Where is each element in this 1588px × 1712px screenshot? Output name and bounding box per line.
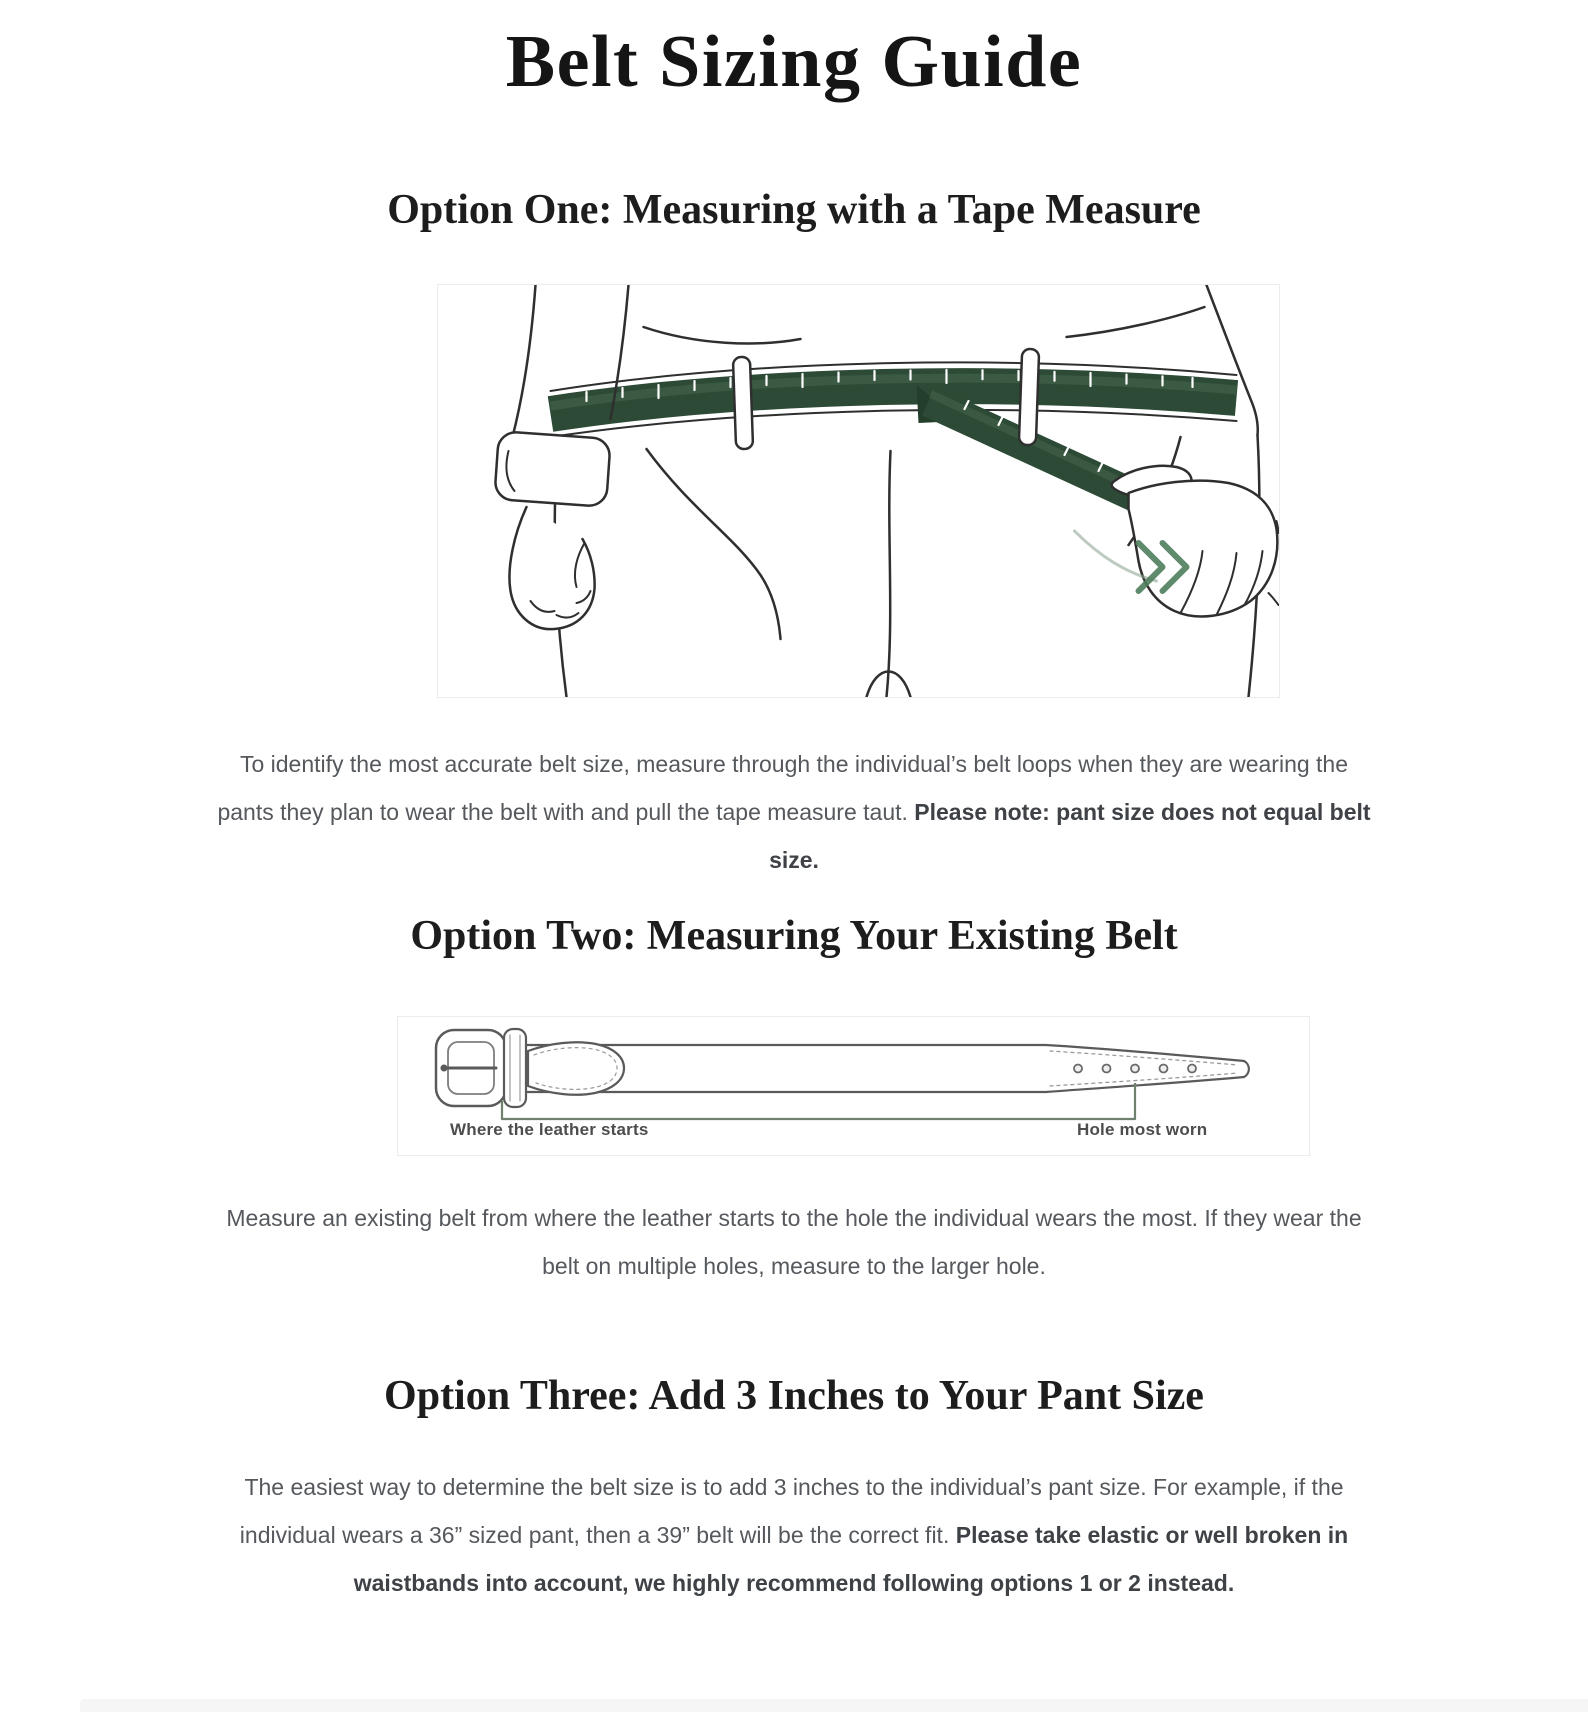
belt-buckle — [436, 1030, 506, 1106]
hanging-hand — [494, 285, 628, 629]
belt-billet — [528, 1042, 624, 1095]
option-one-heading: Option One: Measuring with a Tape Measure — [387, 187, 1201, 234]
leather-start-label: Where the leather starts — [450, 1120, 649, 1140]
option-three-heading: Option Three: Add 3 Inches to Your Pant Size — [384, 1373, 1204, 1420]
option-two-paragraph: Measure an existing belt from where the leather starts to the hole the individual wears the most. If they wear the belt on multiple holes, measure to the larger hole. — [226, 1205, 1362, 1280]
belt-strap — [524, 1045, 1249, 1092]
tape-measure-illustration — [437, 284, 1280, 698]
option-three-paragraph: The easiest way to determine the belt size is to add 3 inches to the individual’s pant size. For example, if the individual wears a 36” sized pant, then a 39” belt will be the correct fit. Please take elastic or well broken in waistbands into account, we highly recommend following options 1 or 2 instead. — [239, 1473, 1349, 1596]
belt-keeper — [504, 1029, 526, 1107]
page-title: Belt Sizing Guide — [505, 21, 1083, 103]
option-one-paragraph: To identify the most accurate belt size, measure through the individual’s belt loops when they are wearing the pants they plan to wear the belt with and pull the tape measure taut. Please note: pant size does not equal belt size. — [217, 750, 1371, 873]
option-two-heading: Option Two: Measuring Your Existing Belt — [410, 912, 1178, 959]
hole-most-worn-label: Hole most worn — [1077, 1120, 1208, 1140]
tape-measure-drawing — [438, 285, 1279, 697]
belt-illustration — [397, 1016, 1310, 1156]
next-section-edge — [80, 1699, 1588, 1712]
